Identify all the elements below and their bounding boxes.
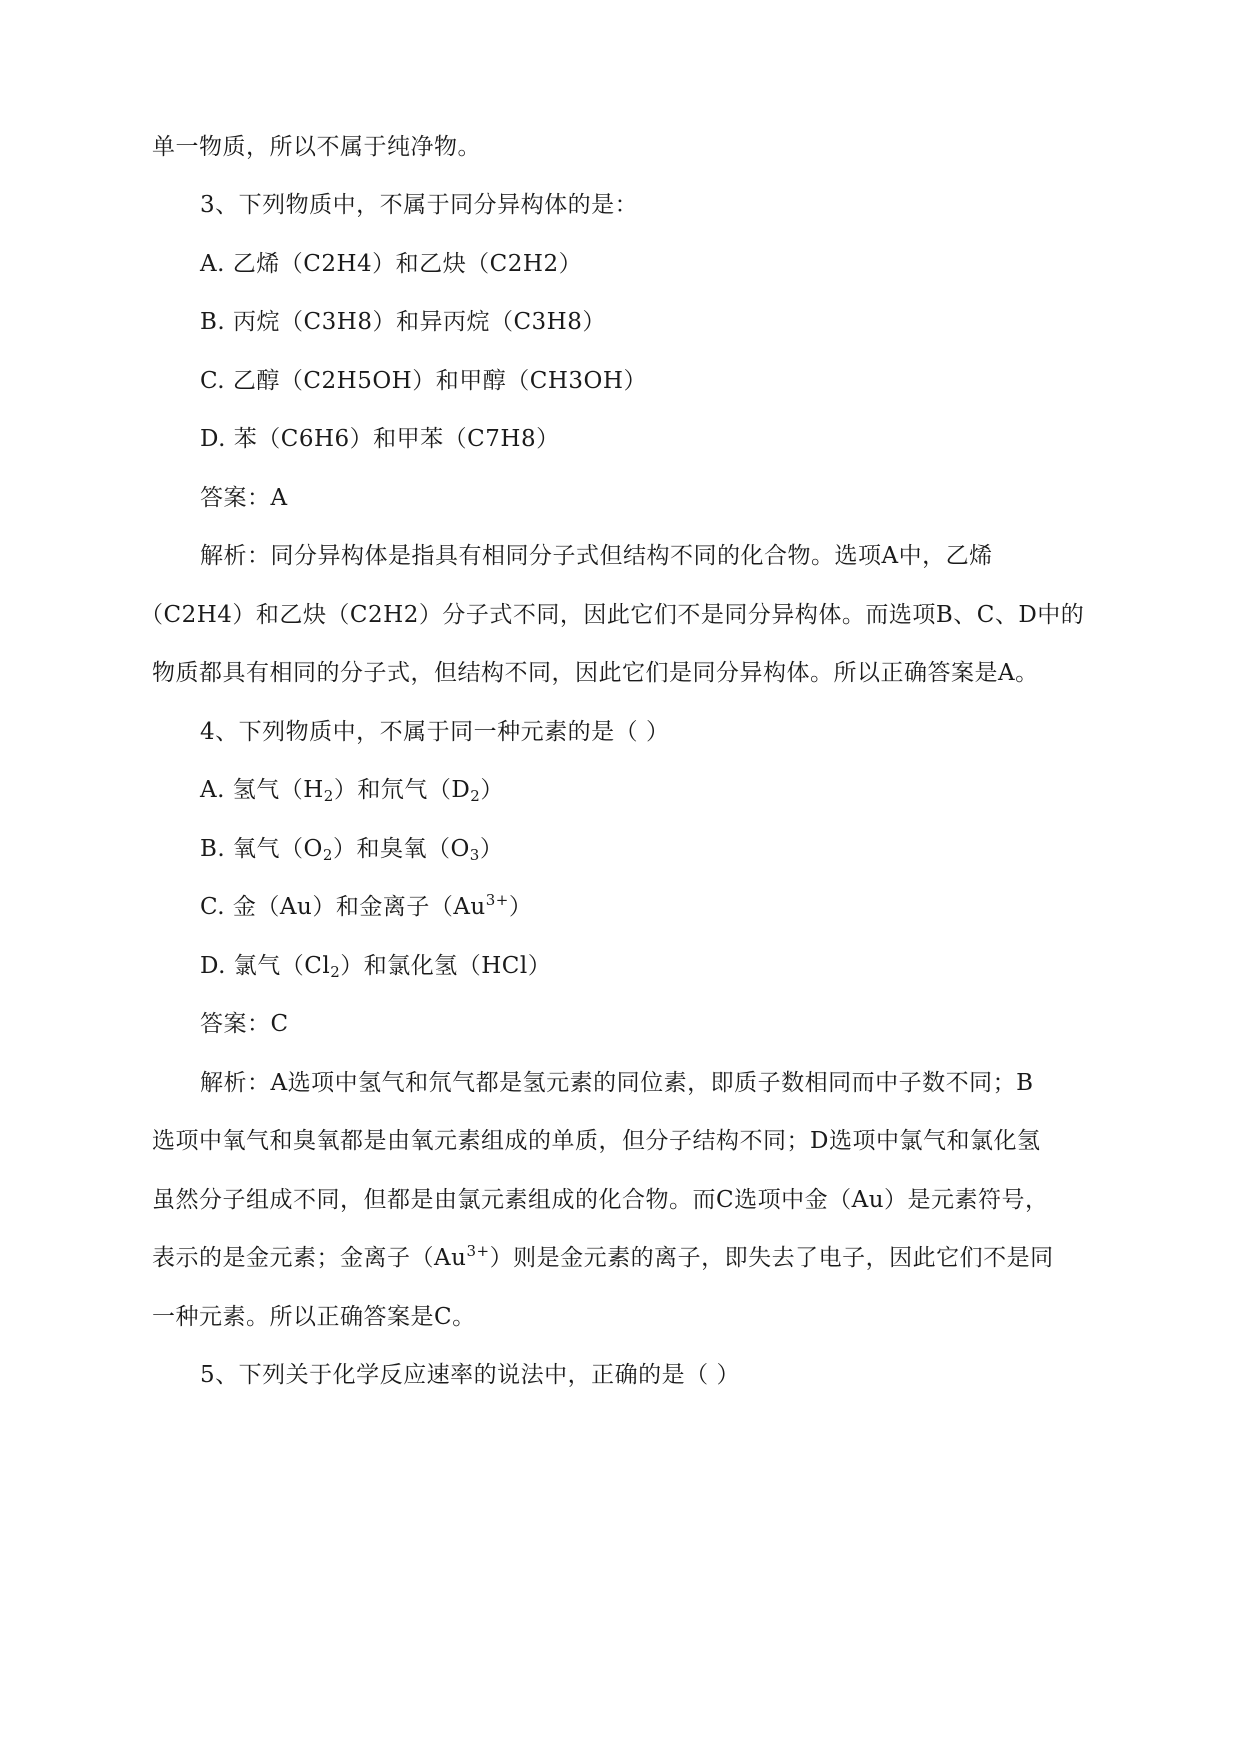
- subscript: 2: [322, 846, 333, 864]
- explanation-line: 解析：同分异构体是指具有相同分子式但结构不同的化合物。选项A中，乙烯: [200, 543, 993, 569]
- option-d: [200, 951, 1160, 981]
- text-run: ）: [508, 894, 533, 920]
- text-run: D. 氯气（Cl: [200, 953, 331, 979]
- text-run: ）和氘气（D: [333, 777, 471, 803]
- option-a: [200, 775, 1160, 805]
- text-run: ）: [480, 777, 504, 803]
- subscript: 3: [469, 846, 480, 864]
- superscript: 3+: [485, 891, 509, 909]
- explanation-line: 一种元素。所以正确答案是C。: [152, 1304, 476, 1330]
- text-run: ）和氯化氢（HCl）: [340, 953, 552, 979]
- question-5: 5、下列关于化学反应速率的说法中，正确的是（ ）: [200, 1362, 740, 1388]
- text-run: ）和臭氧（O: [332, 836, 470, 862]
- explanation-line: 选项中氧气和臭氧都是由氧元素组成的单质，但分子结构不同；D选项中氯气和氯化氢: [152, 1128, 1041, 1154]
- text-run: A. 氢气（H: [200, 777, 324, 803]
- explanation-line: 物质都具有相同的分子式，但结构不同，因此它们是同分异构体。所以正确答案是A。: [152, 660, 1039, 686]
- explanation-line: 虽然分子组成不同，但都是由氯元素组成的化合物。而C选项中金（Au）是元素符号，: [152, 1187, 1049, 1213]
- text-run: 表示的是金元素；金离子（Au: [152, 1245, 467, 1271]
- text-run: ）则是金元素的离子，即失去了电子，因此它们不是同: [489, 1245, 1054, 1271]
- option-a: A. 乙烯（C2H4）和乙炔（C2H2）: [200, 251, 583, 277]
- question-3: 3、下列物质中，不属于同分异构体的是：: [200, 192, 639, 218]
- subscript: 2: [323, 787, 334, 805]
- text-run: C. 金（Au）和金离子（Au: [200, 894, 486, 920]
- option-c: [200, 892, 1160, 922]
- option-b: B. 丙烷（C3H8）和异丙烷（C3H8）: [200, 309, 606, 335]
- text-run: B. 氧气（O: [200, 836, 323, 862]
- option-d: D. 苯（C6H6）和甲苯（C7H8）: [200, 426, 560, 452]
- text-run: ）: [479, 836, 504, 862]
- answer: 答案：A: [200, 485, 288, 511]
- subscript: 2: [330, 963, 341, 981]
- explanation-line: [152, 1243, 1112, 1273]
- text-line: 单一物质，所以不属于纯净物。: [152, 134, 481, 160]
- explanation-line: （C2H4）和乙炔（C2H2）分子式不同，因此它们不是同分异构体。而选项B、C、D中的: [140, 602, 1085, 628]
- superscript: 3+: [466, 1242, 490, 1260]
- option-b: [200, 834, 1160, 864]
- subscript: 2: [470, 787, 481, 805]
- explanation-line: 解析：A选项中氢气和氘气都是氢元素的同位素，即质子数相同而中子数不同；B: [200, 1070, 1034, 1096]
- answer: 答案：C: [200, 1011, 289, 1037]
- question-4: 4、下列物质中，不属于同一种元素的是（ ）: [200, 719, 670, 745]
- option-c: C. 乙醇（C2H5OH）和甲醇（CH3OH）: [200, 368, 647, 394]
